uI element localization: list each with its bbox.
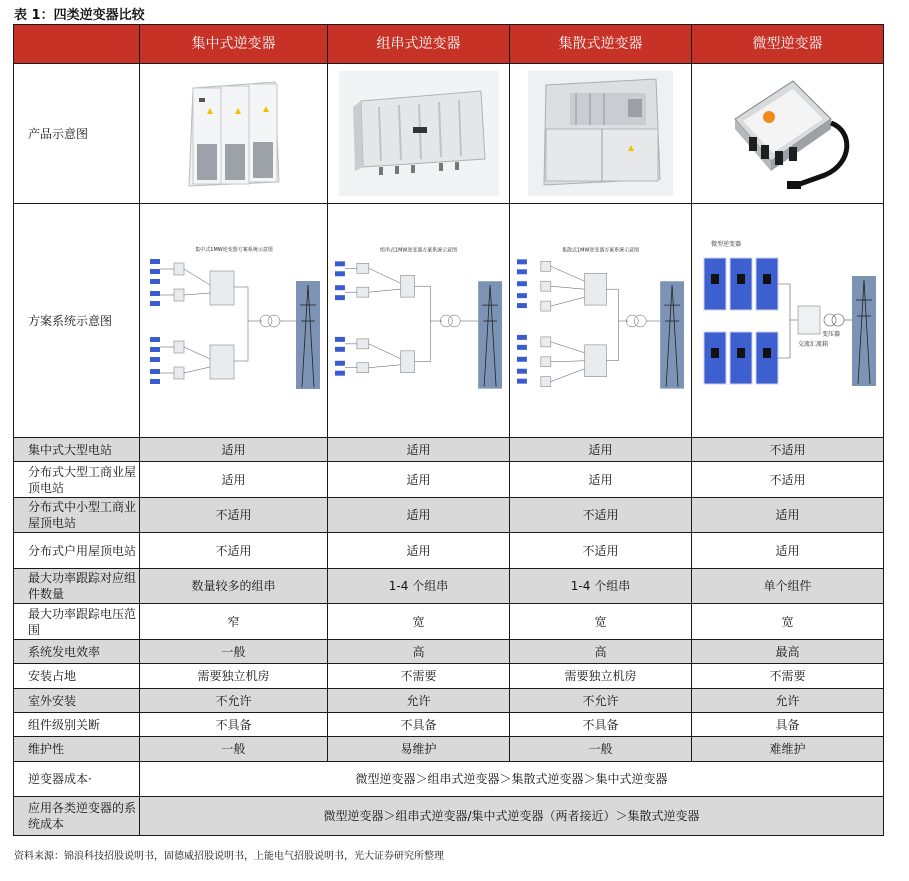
product-image-cell [140,64,328,204]
cell: 适用 [692,498,884,533]
diagram-title: 集中式1MW逆变器方案系统示意图 [194,246,273,253]
central-inverter-image [179,74,289,194]
header-micro: 微型逆变器 [692,25,884,64]
diagram-cell [140,204,328,438]
row-label: 方案系统示意图 [14,204,140,438]
cell: 适用 [328,438,510,462]
header-blank [14,25,140,64]
table-row [14,604,884,640]
table-row [14,533,884,569]
cell: 不适用 [140,533,328,569]
table-row [14,737,884,762]
comparison-table [13,24,884,836]
table-row [14,569,884,604]
cell: 高 [510,640,692,664]
cell: 一般 [510,737,692,762]
table-row [14,438,884,462]
cell: 适用 [140,438,328,462]
cell: 不适用 [692,462,884,498]
diagram-title: 组串式1MW逆变器方案系统示意图 [380,246,457,253]
cell: 宽 [692,604,884,640]
micro-inverter-image [713,71,863,196]
ac-combiner-label: 交流汇流箱 [797,340,828,348]
table-row [14,498,884,533]
cell: 宽 [510,604,692,640]
row-label: 室外安装 [14,689,140,713]
cell: 不适用 [510,533,692,569]
cell: 适用 [328,498,510,533]
cell: 允许 [328,689,510,713]
row-label: 安装占地 [14,664,140,689]
cell: 适用 [140,462,328,498]
cell: 不需要 [328,664,510,689]
row-label: 组件级别关断 [14,713,140,737]
cell: 需要独立机房 [510,664,692,689]
cell: 1-4 个组串 [328,569,510,604]
header-distributed: 集散式逆变器 [510,25,692,64]
merged-cell: 微型逆变器＞组串式逆变器＞集散式逆变器＞集中式逆变器 [140,762,884,797]
row-label: 维护性 [14,737,140,762]
cell: 高 [328,640,510,664]
diagram-cell [510,204,692,438]
source-note: 资料来源：锦浪科技招股说明书，固德威招股说明书，上能电气招股说明书，光大证券研究所整理 [14,851,444,862]
diagram-cell [692,204,884,438]
table-row [14,664,884,689]
cell: 一般 [140,737,328,762]
cell: 1-4 个组串 [510,569,692,604]
product-image-cell [692,64,884,204]
cell: 不具备 [328,713,510,737]
product-image-cell [328,64,510,204]
cell: 不适用 [140,498,328,533]
row-label: 分布式大型工商业屋顶电站 [14,462,140,498]
cell: 不适用 [510,498,692,533]
row-label: 分布式中小型工商业屋顶电站 [14,498,140,533]
row-label: 最大功率跟踪对应组件数量 [14,569,140,604]
cell: 不允许 [140,689,328,713]
cell: 易维护 [328,737,510,762]
cell: 不需要 [692,664,884,689]
row-label: 分布式户用屋顶电站 [14,533,140,569]
header-central: 集中式逆变器 [140,25,328,64]
cell: 适用 [510,462,692,498]
table-title: 表 1：四类逆变器比较 [14,8,145,23]
micro-system-diagram [698,236,878,406]
cell: 具备 [692,713,884,737]
cell: 适用 [328,533,510,569]
cell: 一般 [140,640,328,664]
string-inverter-image [339,71,499,196]
cell: 不具备 [510,713,692,737]
cell: 宽 [328,604,510,640]
table-row [14,713,884,737]
product-image-cell [510,64,692,204]
row-label: 系统发电效率 [14,640,140,664]
row-label: 产品示意图 [14,64,140,204]
transformer-label: 变压器 [821,330,840,338]
table-row [14,689,884,713]
cell: 最高 [692,640,884,664]
diagram-cell [328,204,510,438]
table-row [14,640,884,664]
diagram-title: 微型逆变器 [710,240,741,248]
row-label: 逆变器成本· [14,762,140,797]
cell: 适用 [692,533,884,569]
cell: 不适用 [692,438,884,462]
row-label: 应用各类逆变器的系统成本 [14,797,140,836]
header-row [14,25,884,64]
table-row [14,797,884,836]
table-row [14,462,884,498]
cell: 不具备 [140,713,328,737]
diagram-row [14,204,884,438]
cell: 适用 [328,462,510,498]
distributed-inverter-image [528,71,673,196]
cell: 需要独立机房 [140,664,328,689]
row-label: 最大功率跟踪电压范围 [14,604,140,640]
row-label: 集中式大型电站 [14,438,140,462]
cell: 窄 [140,604,328,640]
cell: 数量较多的组串 [140,569,328,604]
product-image-row [14,64,884,204]
cell: 不允许 [510,689,692,713]
cell: 允许 [692,689,884,713]
central-system-diagram [144,241,324,401]
cell: 适用 [510,438,692,462]
distributed-system-diagram [513,241,688,401]
cell: 难维护 [692,737,884,762]
header-string: 组串式逆变器 [328,25,510,64]
table-row [14,762,884,797]
cell: 单个组件 [692,569,884,604]
string-system-diagram [331,241,506,401]
diagram-title: 集散式1MW逆变器方案系统示意图 [562,246,639,253]
merged-cell: 微型逆变器＞组串式逆变器/集中式逆变器（两者接近）＞集散式逆变器 [140,797,884,836]
